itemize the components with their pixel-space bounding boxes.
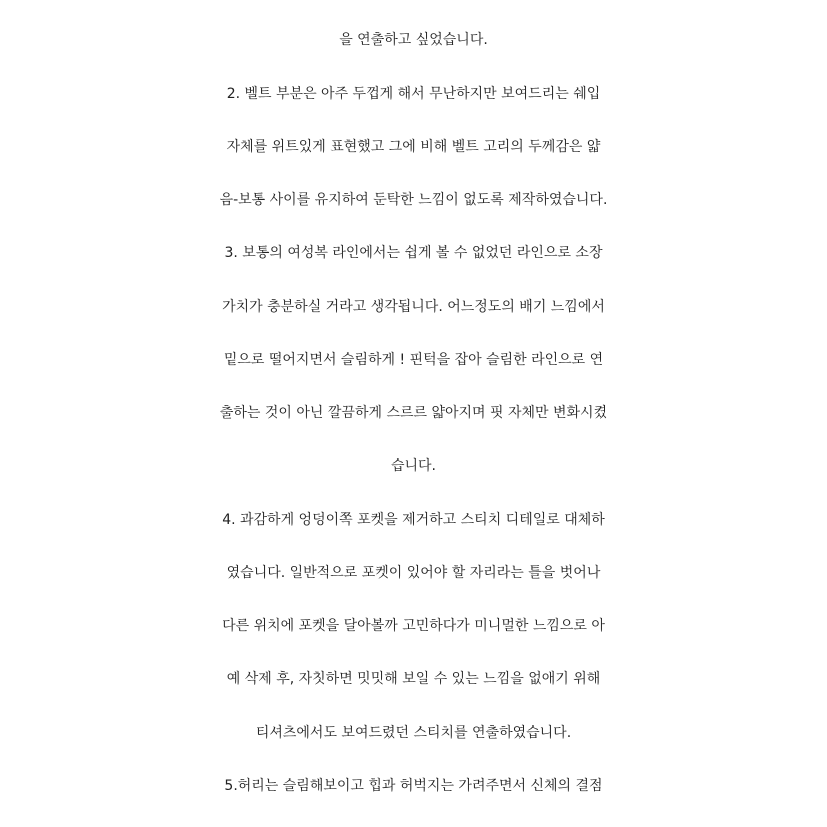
text-line: 예 삭제 후, 자칫하면 밋밋해 보일 수 있는 느낌을 없애기 위해: [226, 671, 601, 687]
text-line: 습니다.: [390, 458, 437, 474]
text-line: 밑으로 떨어지면서 슬림하게 ! 핀턱을 잡아 슬림한 라인으로 연: [223, 352, 604, 368]
text-line: 을 연출하고 싶었습니다.: [339, 32, 488, 48]
text-line: 2. 벨트 부분은 아주 두껍게 해서 무난하지만 보여드리는 쉐입: [226, 86, 601, 102]
text-line: 4. 과감하게 엉덩이쪽 포켓을 제거하고 스티치 디테일로 대체하: [222, 512, 605, 528]
text-line: 출하는 것이 아닌 깔끔하게 스르르 얇아지며 핏 자체만 변화시켰: [219, 405, 608, 421]
text-line: 음-보통 사이를 유지하여 둔탁한 느낌이 없도록 제작하였습니다.: [219, 192, 608, 208]
text-line: 가치가 충분하실 거라고 생각됩니다. 어느정도의 배기 느낌에서: [222, 299, 605, 315]
text-line: 5.허리는 슬림해보이고 힙과 허벅지는 가려주면서 신체의 결점: [224, 778, 603, 794]
text-line: 였습니다. 일반적으로 포켓이 있어야 할 자리라는 틀을 벗어나: [226, 565, 601, 581]
text-line: 다른 위치에 포켓을 달아볼까 고민하다가 미니멀한 느낌으로 아: [222, 618, 605, 634]
text-line: 티셔츠에서도 보여드렸던 스티치를 연출하였습니다.: [255, 725, 572, 741]
text-line: 자체를 위트있게 표현했고 그에 비해 벨트 고리의 두께감은 얇: [226, 139, 601, 155]
text-line: 3. 보통의 여성복 라인에서는 쉽게 볼 수 없었던 라인으로 소장: [224, 245, 603, 261]
